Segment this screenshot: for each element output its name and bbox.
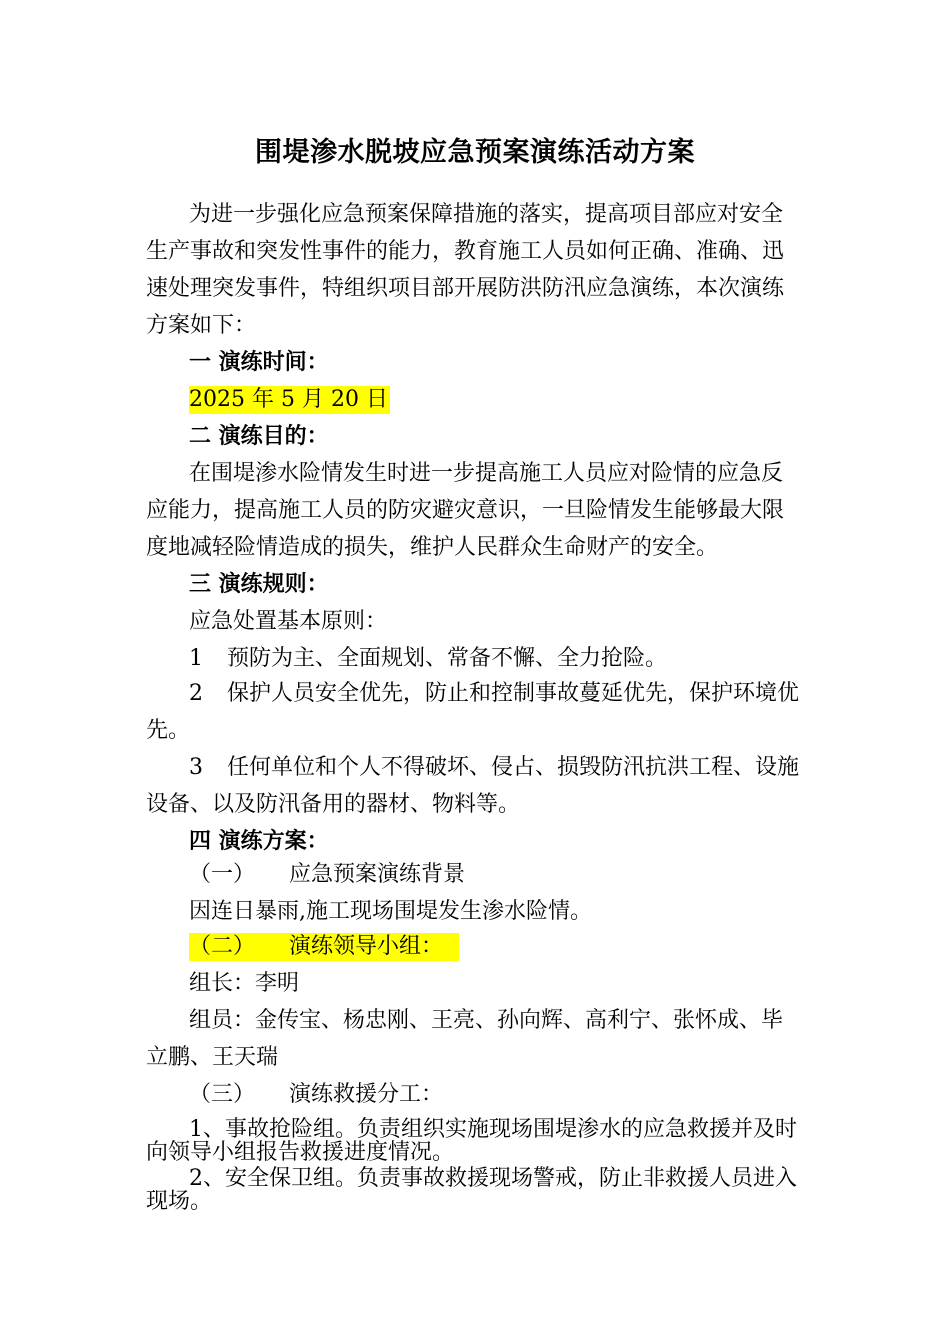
principle-item-2	[189, 680, 812, 708]
principle-text: 预防为主、全面规划、常备不懈、全力抢险。	[227, 646, 668, 671]
intro-line-2: 生产事故和突发性事件的能力，教育施工人员如何正确、准确、迅	[146, 239, 785, 264]
subsection-2-highlight	[189, 933, 459, 961]
principle-item-2-cont: 先。	[146, 718, 191, 743]
section-3-heading: 三 演练规则：	[189, 572, 329, 597]
section-2-heading: 二 演练目的：	[189, 424, 329, 449]
background-text: 因连日暴雨,施工现场围堤发生渗水险情。	[189, 899, 592, 924]
principle-text: 保护人员安全优先，防止和控制事故蔓延优先，保护环境优	[227, 681, 800, 706]
subsection-3-heading	[189, 1081, 812, 1109]
subsection-label: （三）	[189, 1082, 256, 1107]
subsection-2-heading	[189, 933, 812, 961]
intro-line-1: 为进一步强化应急预案保障措施的落实，提高项目部应对安全	[189, 202, 784, 227]
principle-number: 1	[189, 646, 203, 671]
team-members-line-1: 组员：金传宝、杨忠刚、王亮、孙向辉、高利宁、张怀成、毕	[189, 1008, 784, 1033]
drill-date: 2025 年 5 月 20 日	[189, 387, 388, 412]
principle-number: 2	[189, 681, 203, 706]
team-members-line-2: 立鹏、王天瑞	[146, 1045, 279, 1070]
section-4-heading: 四 演练方案：	[189, 829, 329, 854]
purpose-line-3: 度地减轻险情造成的损失，维护人民群众生命财产的安全。	[146, 535, 719, 560]
intro-line-4: 方案如下：	[146, 313, 257, 338]
duty-1-line-2: 向领导小组报告救援进度情况。	[146, 1140, 455, 1165]
team-leader: 组长：李明	[189, 971, 300, 996]
subsection-label: （二）	[189, 934, 256, 959]
duty-2-line-1: 2、安全保卫组。负责事故救援现场警戒，防止非救援人员进入	[189, 1166, 797, 1191]
principle-title: 应急处置基本原则：	[189, 609, 388, 634]
duty-2-line-2: 现场。	[146, 1189, 213, 1214]
principle-item-3	[189, 754, 812, 782]
intro-line-3: 速处理突发事件，特组织项目部开展防洪防汛应急演练，本次演练	[146, 276, 785, 301]
subsection-label: （一）	[189, 862, 256, 887]
document-title: 围堤渗水脱坡应急预案演练活动方案	[255, 137, 695, 168]
subsection-title: 演练救援分工：	[289, 1082, 444, 1107]
subsection-title: 应急预案演练背景	[289, 862, 466, 887]
principle-item-1	[189, 645, 812, 673]
principle-text: 任何单位和个人不得破坏、侵占、损毁防汛抗洪工程、设施	[227, 755, 800, 780]
principle-item-3-cont: 设备、以及防汛备用的器材、物料等。	[146, 792, 521, 817]
purpose-line-2: 应能力，提高施工人员的防灾避灾意识，一旦险情发生能够最大限	[146, 498, 785, 523]
principle-number: 3	[189, 755, 203, 780]
section-1-heading: 一 演练时间：	[189, 350, 329, 375]
subsection-title: 演练领导小组：	[289, 934, 444, 959]
drill-date-row	[189, 386, 812, 414]
purpose-line-1: 在围堤渗水险情发生时进一步提高施工人员应对险情的应急反	[189, 461, 784, 486]
subsection-1-heading	[189, 861, 812, 889]
duty-1-line-1: 1、事故抢险组。负责组织实施现场围堤渗水的应急救援并及时	[189, 1117, 797, 1142]
